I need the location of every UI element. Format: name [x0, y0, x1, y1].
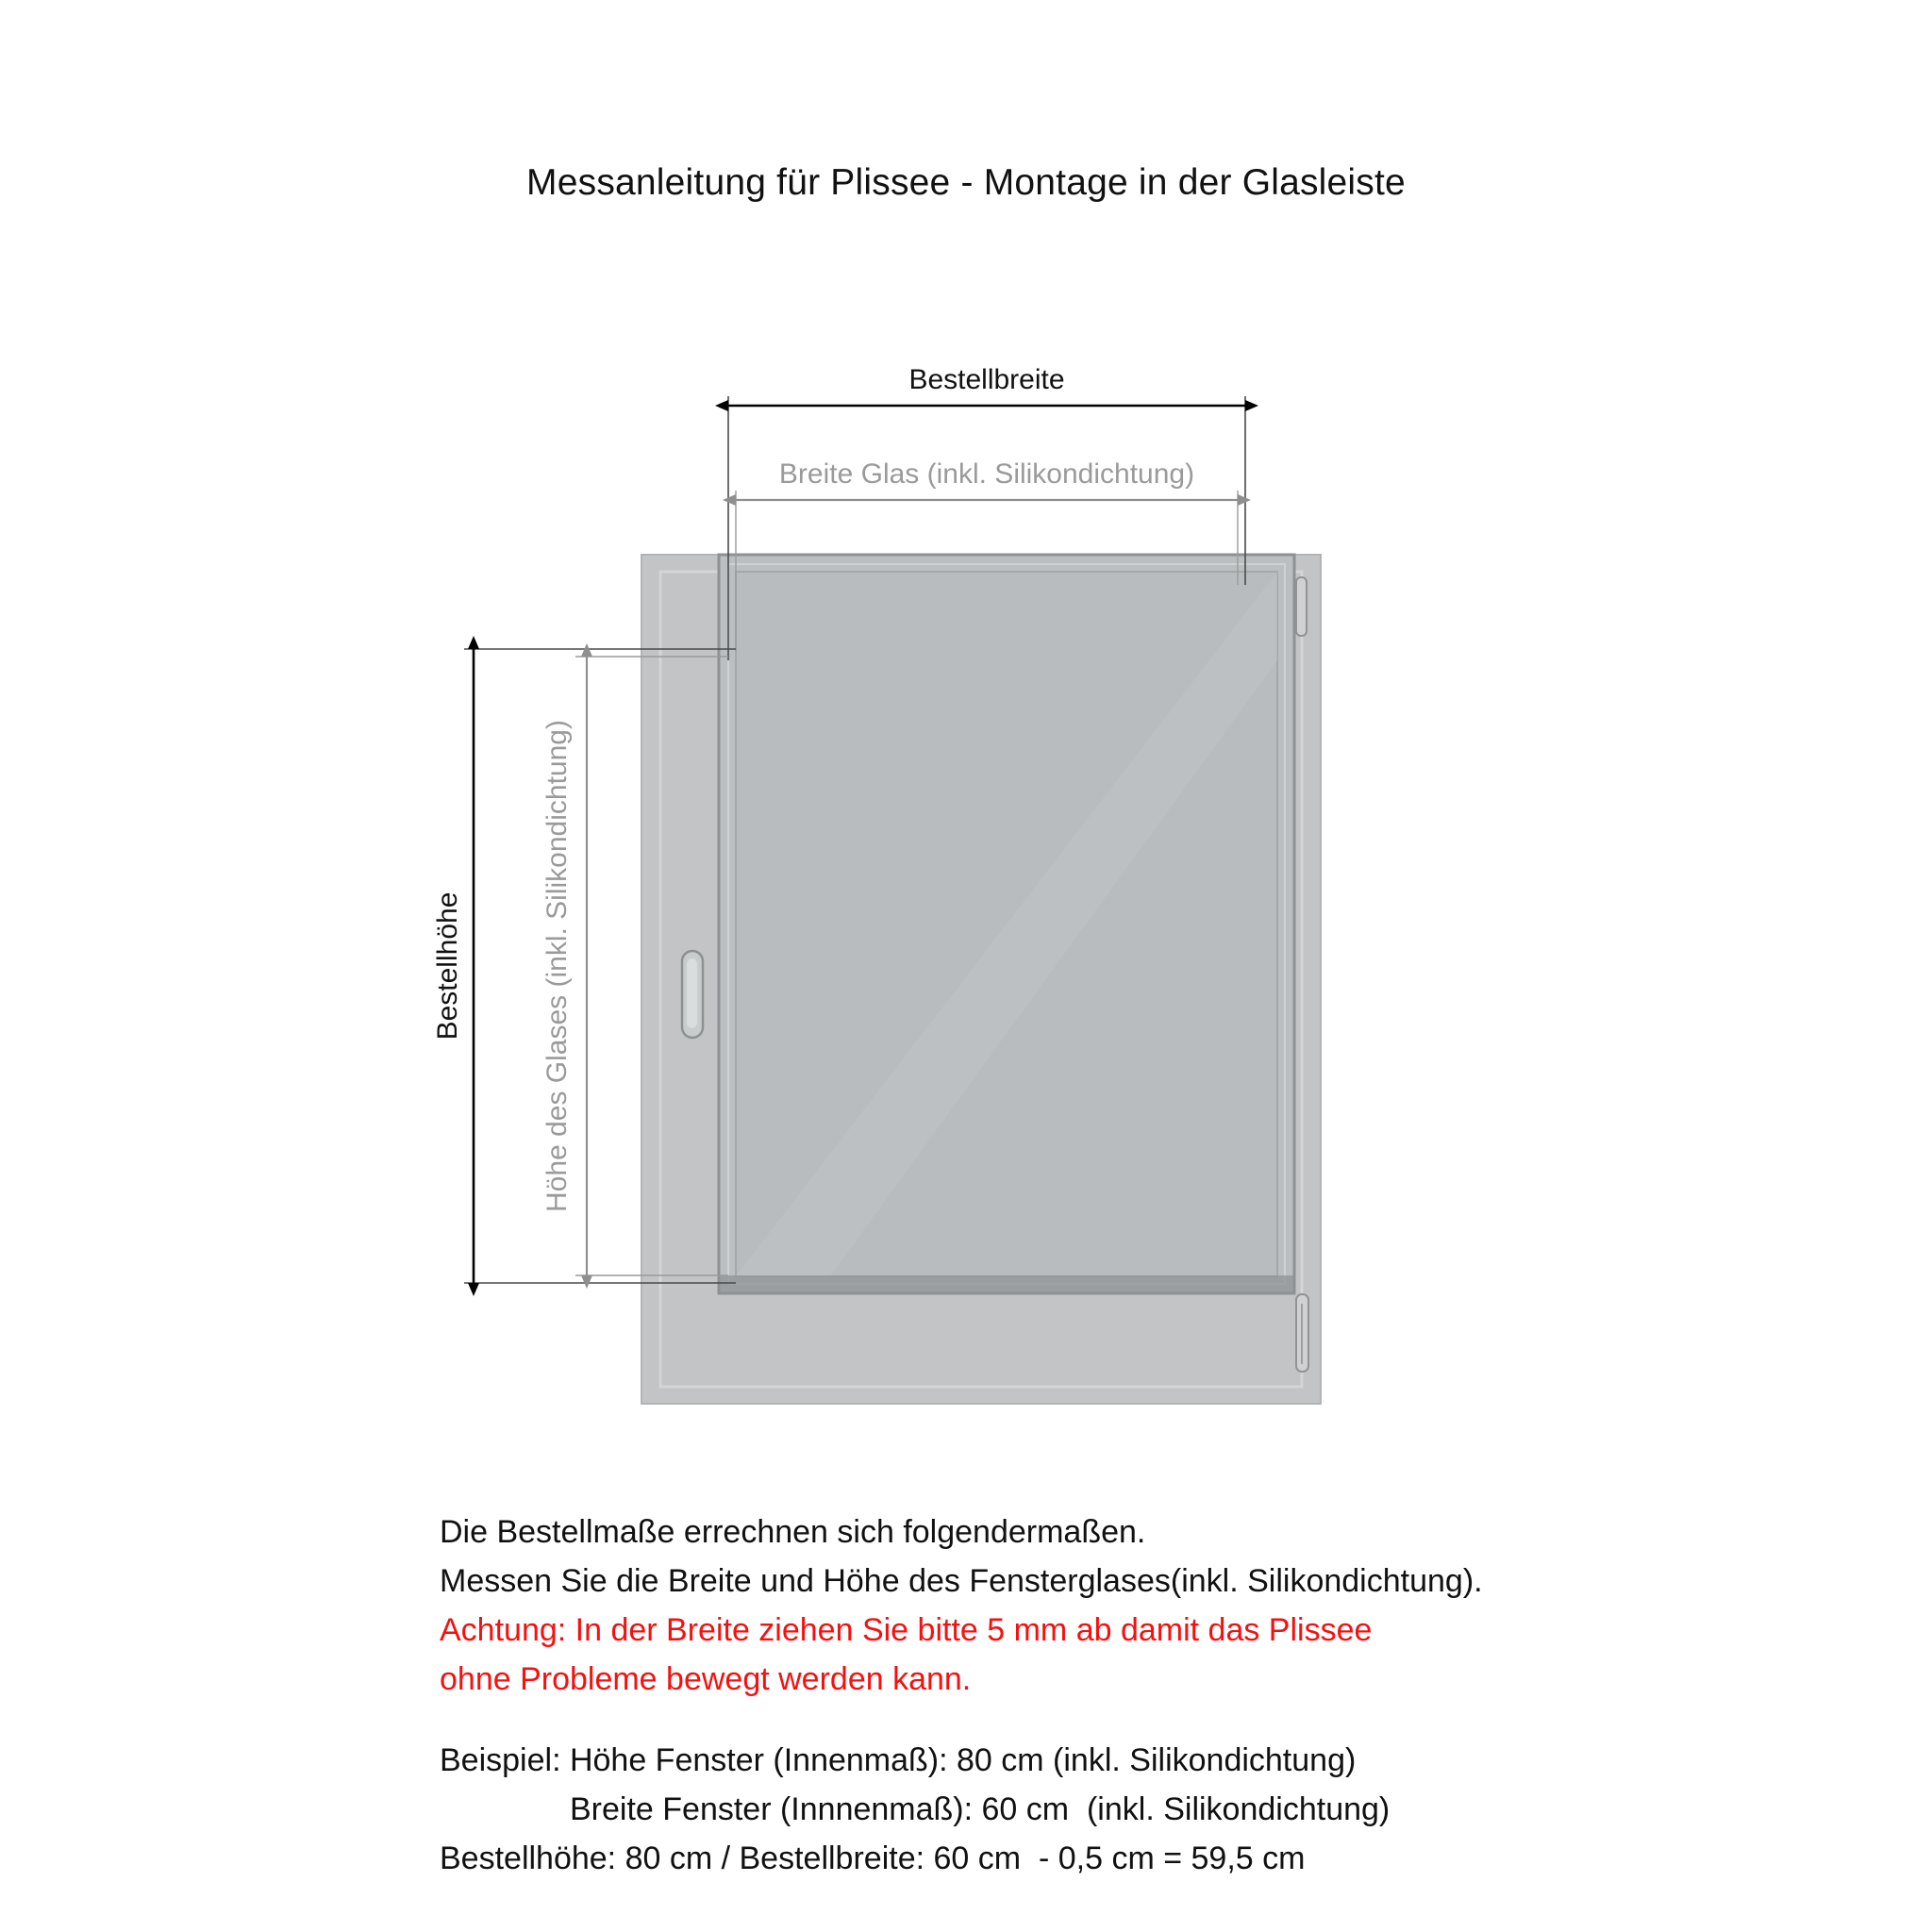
note-line-1: Die Bestellmaße errechnen sich folgendermaßen.	[440, 1514, 1146, 1550]
page-title: Messanleitung für Plissee - Montage in der Glasleiste	[526, 162, 1406, 203]
label-order-width: Bestellbreite	[908, 364, 1065, 395]
window-hinge-bottom-icon	[1296, 1294, 1308, 1372]
window-icon	[641, 555, 1321, 1404]
spacer	[440, 1704, 1685, 1736]
warning-line-1: Achtung: In der Breite ziehen Sie bitte 5 mm ab damit das Plissee	[440, 1612, 1373, 1648]
label-glass-height: Höhe des Glases (inkl. Silikondichtung)	[541, 720, 573, 1212]
instructions-block	[440, 1507, 1685, 1883]
window-handle-icon	[682, 951, 703, 1038]
label-order-height: Bestellhöhe	[432, 891, 463, 1041]
example-line-1: Beispiel: Höhe Fenster (Innenmaß): 80 cm (inkl. Silikondichtung)	[440, 1742, 1357, 1778]
example-line-2: Breite Fenster (Innnenmaß): 60 cm (inkl. Silikondichtung)	[570, 1791, 1391, 1827]
label-glass-width: Breite Glas (inkl. Silikondichtung)	[778, 458, 1195, 490]
window-hinge-top-icon	[1296, 577, 1307, 636]
example-line-3: Bestellhöhe: 80 cm / Bestellbreite: 60 cm - 0,5 cm = 59,5 cm	[440, 1840, 1306, 1876]
warning-line-2: ohne Probleme bewegt werden kann.	[440, 1661, 972, 1697]
note-line-2: Messen Sie die Breite und Höhe des Fensterglases(inkl. Silikondichtung).	[440, 1563, 1483, 1599]
